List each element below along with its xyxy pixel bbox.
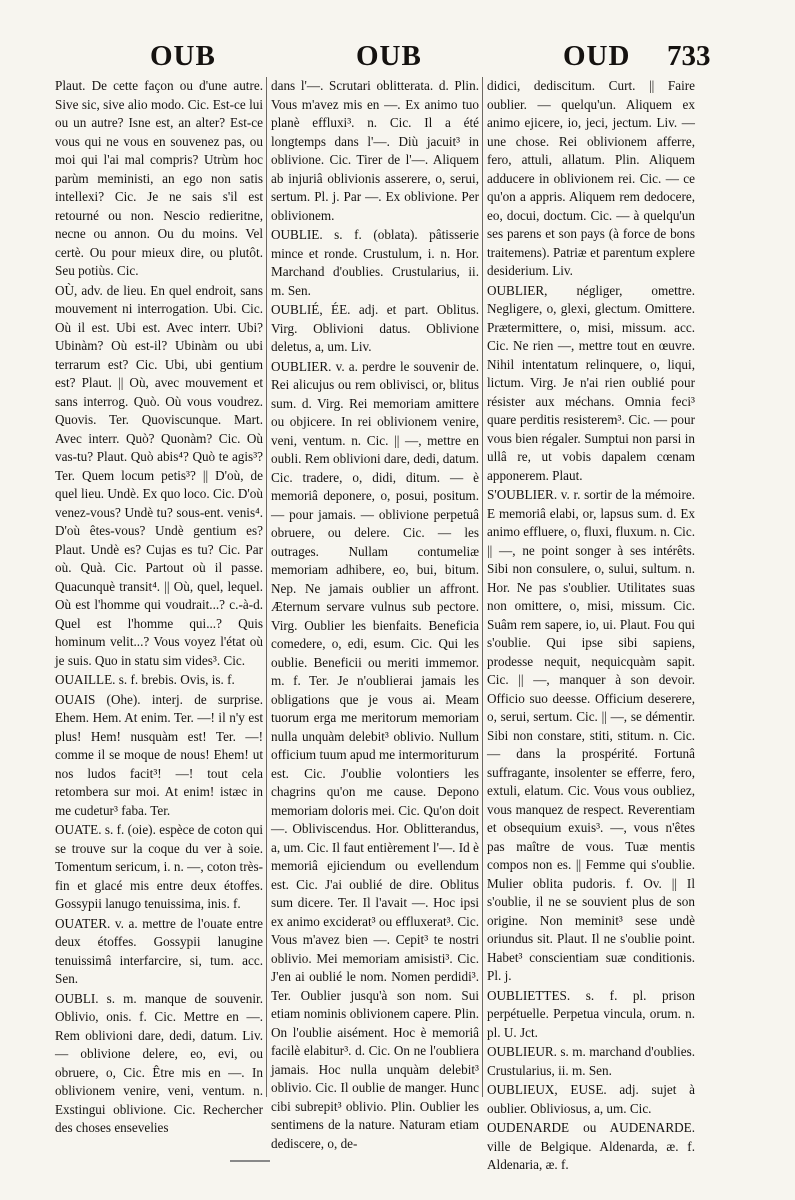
column-divider: [482, 77, 483, 1097]
entry-ou-adverb: OÙ, adv. de lieu. En quel endroit, sans mouvement ni interrogation. Ubi. Cic. Où il est. Ubi est. Avec interr. Ubi? Ubinàm? Où est-il? Ubinàm ou ubi terrarum est? Cic. Ubi, ubi gentium est? Plaut. || Où, avec mouvement et sans interrog. Quò. Où vous voudrez. Quovis. Ter. Quoviscunque. Mart. Avec interr. Quò? Quonàm? Cic. Où vas-tu? Plaut. Quò abis⁴? Quò te agis³? Ter. Quem locum petis³? || D'où, de quel lieu. Undè. Ex quo loco. Cic. D'où venez-vous? Undè tu? sous-ent. venis⁴. D'où êtes-vous? Undè gentium es? Plaut. Undè es? Cujas es tu? Cic. Par où. Quà. Cic. Partout où il passe. Quacunquè transit⁴. || Où, quel, lequel. Où est l'homme qui voudrait...? c.-à-d. Quel est l'homme qui...? Quis hominum velit...? Vous voyez l'état où je suis. Quo in statu sim vides³. Cic.: [55, 282, 263, 668]
entry-oublieux: OUBLIEUX, EUSE. adj. sujet à oublier. Obliviosus, a, um. Cic.: [487, 1082, 695, 1116]
column-left: [55, 77, 263, 1135]
entry-oublie-adj: OUBLIÉ, ÉE. adj. et part. Oblitus. Virg. Oblivioni datus. Oblivione deletus, a, um. Liv.: [271, 302, 479, 354]
entry-oublier-continued: didici, dediscitum. Curt. || Faire oublier. — quelqu'un. Aliquem ex animo ejicere, io, jeci, jectum. Liv. — une chose. Rei oblivionem afferre, fero, attuli, allatum. Plin. Aliquem adducere in oblivionem rei. Cic. — ce qu'on a appris. Aliquem rem dedocere, eo, docui, doctum. Cic. — à quelqu'un ses parens et son pays (à force de bons traitemens). Patriæ et parentum explere desiderium. Liv.: [487, 78, 695, 278]
center-headword: OUB: [356, 40, 422, 72]
column-right: [487, 77, 695, 1172]
entry-oublier-negliger: OUBLIER, négliger, omettre. Negligere, o, glexi, glectum. Omittere. Prætermittere, o, misi, missum. acc. Cic. Ne rien —, mettre tout en œuvre. Nihil intentatum relinquere, o, liqui, lictum. Virg. Je n'ai rien oublié pour résister aux méchans. Omnia feci³ quare perditis resisterem³. Cic. — pour vous bien régaler. Sumptui non parsi in ullâ re, ut vobis dapalem cœnam apponerem. Plaut.: [487, 282, 695, 483]
entry-ouaille: OUAILLE. s. f. brebis. Ovis, is. f.: [55, 672, 235, 687]
left-headword: OUB: [150, 40, 216, 72]
entry-ouais: OUAIS (Ohe). interj. de surprise. Ehem. Hem. At enim. Ter. —! il n'y est plus! Hem! nusquàm est! Ter. —! comme il se moque de nous! Ehem! ut nos ludos facit³! —! tout cela retombera sur moi. At enim! istæc in me cudetur³ faba. Ter.: [55, 691, 263, 818]
running-header: [0, 40, 795, 80]
entry-oubli: OUBLI. s. m. manque de souvenir. Oblivio, onis. f. Cic. Mettre en —. Rem oblivioni dare, dedi, datum. Liv. — oblivione delere, eo, evi, ou obruere, o, Cic. Être mis en —. In oblivionem venire, veni, ventum. n. Exstingui oblivione. Cic. Rechercher des choses ensevelies: [55, 990, 263, 1135]
entry-oublieur: OUBLIEUR. s. m. marchand d'oublies. Crustularius, ii. m. Sen.: [487, 1044, 695, 1078]
right-headword: OUD: [563, 40, 631, 72]
entry-oubliettes: OUBLIETTES. s. f. pl. prison perpétuelle. Perpetua vincula, orum. n. pl. U. Jct.: [487, 987, 695, 1040]
page-number: 733: [667, 40, 711, 72]
entry-ouate: OUATE. s. f. (oie). espèce de coton qui se trouve sur la coque du ver à soie. Tomentum sericum, i. n. —, coton très-fin et glacé mis entre deux étoffes. Gossypii lanugo tenuissima, inis. f.: [55, 822, 263, 911]
entry-oublie: OUBLIE. s. f. (oblata). pâtisserie mince et ronde. Crustulum, i. n. Hor. Marchand d'oublies. Crustularius, ii. m. Sen.: [271, 227, 479, 298]
footer-rule: [230, 1160, 270, 1162]
entry-ou-continued: Plaut. De cette façon ou d'une autre. Sive sic, sive alio modo. Cic. Est-ce lui ou un autre? Isne est, an alter? Est-ce vous qui ne vous en souvenez pas, ou moi qui l'ai mal compris? Utrùm hoc parùm meministi, an ego non satis intellexi? Cic. Je ne sais s'il est retourné ou non. Nescio redieritne, necne ou annon. Ou du moins. Vel certè. Ou pour mieux dire, ou plutôt. Seu potiùs. Cic.: [55, 78, 263, 278]
column-middle: [271, 77, 479, 1151]
column-divider: [266, 77, 267, 1097]
entry-oubli-continued: dans l'—. Scrutari oblitterata. d. Plin. Vous m'avez mis en —. Ex animo tuo planè effluxi³. n. Cic. Il a été longtemps dans l'—. Diù jacuit³ in oblivione. Cic. Tirer de l'—. Aliquem ab injuriâ oblivionis asserere, o, serui, sertum. Pl. j. Par —. Ex oblivione. Per oblivionem.: [271, 78, 479, 223]
entry-oublier: OUBLIER. v. a. perdre le souvenir de. Rei alicujus ou rem oblivisci, or, blitus sum. d. Virg. Rei memoriam amittere ou objicere. In rei oblivionem venire, veni, ventum. n. Cic. || —, mettre en oubli. Rem oblivioni dare, dedi, datum. Cic. tradere, o, didi, ditum. — è memoriâ deponere, o, posui, positum. — pour jamais. — oblivione perpetuâ obruere, ou delere. Cic. — les outrages. Nullam contumeliæ memoriam adhibere, eo, bui, bitum. Nep. Ne jamais oublier un affront. Æternum servare vulnus sub pectore. Virg. Oublier les bienfaits. Beneficia comedere, o, edi, esum. Cic. Qui les oublie. Beneficii ou meriti immemor. m. f. Ter. Je n'oublierai jamais les obligations que je vous ai. Meam tuorum erga me meritorum memoriam nulla unquàm delebit³ oblivio. Nullum officium tuum apud me intermoriturum est. Cic. J'oublie volontiers les chagrins qu'on me cause. Depono memoriam doloris mei. Cic. Qu'on doit —. Obliviscendus. Hor. Oblitterandus, a, um. Cic. Il faut entièrement l'—. Id è memoriâ ejiciendum ou evellendum est. Cic. J'ai oublié de dire. Oblitus sum dicere. Ter. Il l'avait —. Hoc ipsi ex animo exciderat³ ou effluxerat³. Cic. Vous m'avez bien —. Cepit³ te nostri oblivio. Mei memoriam amisisti³. Cic. J'en ai oublié le nom. Nomen perdidi³. Ter. Oublier jusqu'à son nom. Sui etiam nominis oblivionem capere. Plin. On l'oublie aisément. Hoc è memoriâ facilè elabitur³. d. Cic. On ne l'oubliera jamais. Hoc nulla unquàm delebit³ oblivio. Cic. Il oublie de manger. Hunc cibi subrepit³ oblivio. Plin. Oublier les sentimens de la nature. Naturam etiam dediscere, o, de-: [271, 358, 479, 1151]
entry-ouater: OUATER. v. a. mettre de l'ouate entre deux étoffes. Gossypii lanugine tenuissimâ interfarcire, si, tum. acc. Sen.: [55, 915, 263, 986]
entry-s-oublier: S'OUBLIER. v. r. sortir de la mémoire. E memoriâ elabi, or, lapsus sum. d. Ex animo effluere, o, fluxi, fluxum. n. Cic. || —, ne point songer à ses intérêts. Sibi non consulere, o, sului, sultum. n. Hor. Ne pas s'oublier. Utilitates suas non omittere, o, misi, missum. Cic. Suâm rem sapere, io, ui. Plaut. Fou qui s'oublie. Qui ipse sibi sapiens, prodesse nequit, nequicquàm sapit. Cic. || —, manquer à son devoir. Officio suo deesse. Officium deserere, o, serui, sertum. Cic. || —, se démentir. Sibi non constare, stiti, stitum. n. Cic. — dans la prospérité. Fortunâ suffragante, insolenter se efferre, fero, extuli, elatum. Cic. Vous vous oubliez, vous manquez de respect. Reverentiam et obsequium exuis³. —, vous n'êtes pas maître de vous. Tuæ mentis compos non es. || Femme qui s'oublie. Mulier oblita pudoris. f. Ov. || Il s'oublie, il ne se souvient plus de son origine. Non meminit³ sese undè oriundus sit. Plaut. Il ne s'oublie point. Habet³ conscientiam suæ conditionis. Pl. j.: [487, 487, 695, 983]
entry-oudenarde: OUDENARDE ou AUDENARDE. ville de Belgique. Aldenarda, æ. f. Aldenaria, æ. f.: [487, 1120, 695, 1172]
